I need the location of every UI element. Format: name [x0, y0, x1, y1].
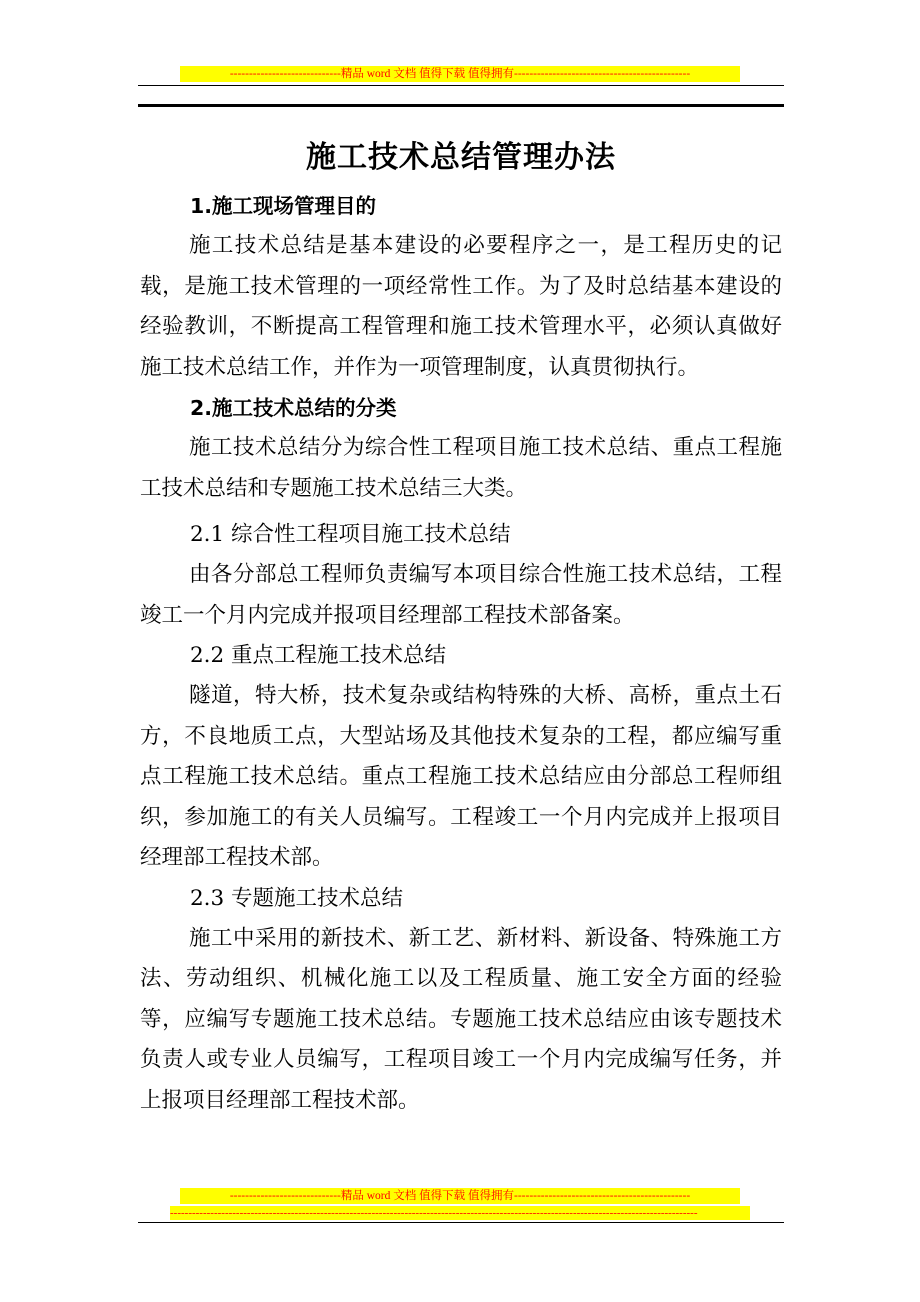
subsection-paragraph-2-1: 由各分部总工程师负责编写本项目综合性施工技术总结，工程竣工一个月内完成并报项目经理部工程技术部备案。	[140, 562, 782, 628]
footer-rule	[138, 1222, 784, 1223]
subsection-heading-2-2: 2.2 重点工程施工技术总结	[190, 643, 447, 668]
footer-banner: -----------------------------精品 word 文档 值得下载 值得拥有----------------------------------------------	[180, 1188, 740, 1204]
subsection-paragraph-2-3: 施工中采用的新技术、新工艺、新材料、新设备、特殊施工方法、劳动组织、机械化施工以及工程质量、施工安全方面的经验等，应编写专题施工技术总结。专题施工技术总结应由该专题技术负责人或专业人员编写，工程项目竣工一个月内完成编写任务，并上报项目经理部工程技术部。	[140, 925, 782, 1113]
section-paragraph-2: 施工技术总结分为综合性工程项目施工技术总结、重点工程施工技术总结和专题施工技术总结三大类。	[140, 435, 782, 501]
header-rule-thick	[138, 104, 784, 107]
section-paragraph-1: 施工技术总结是基本建设的必要程序之一，是工程历史的记载，是施工技术管理的一项经常性工作。为了及时总结基本建设的经验教训，不断提高工程管理和施工技术管理水平，必须认真做好施工技术总结工作，并作为一项管理制度，认真贯彻执行。	[140, 233, 782, 380]
section-heading-1: 1.施工现场管理目的	[190, 194, 377, 218]
document-title: 施工技术总结管理办法	[306, 140, 616, 175]
header-rule-thin	[138, 85, 784, 86]
subsection-paragraph-2-2: 隧道，特大桥，技术复杂或结构特殊的大桥、高桥，重点土石方，不良地质工点，大型站场及其他技术复杂的工程，都应编写重点工程施工技术总结。重点工程施工技术总结应由分部总工程师组织，参加施工的有关人员编写。工程竣工一个月内完成并上报项目经理部工程技术部。	[140, 683, 782, 870]
section-heading-2: 2.施工技术总结的分类	[190, 396, 397, 420]
footer-dashes: ------------------------------------------------------------------------------------------------------------------------------------------------	[170, 1206, 750, 1220]
header-banner: -----------------------------精品 word 文档 值得下载 值得拥有----------------------------------------------	[180, 66, 740, 82]
subsection-heading-2-1: 2.1 综合性工程项目施工技术总结	[190, 522, 511, 547]
document-body	[140, 130, 782, 1121]
subsection-heading-2-3: 2.3 专题施工技术总结	[190, 885, 404, 911]
